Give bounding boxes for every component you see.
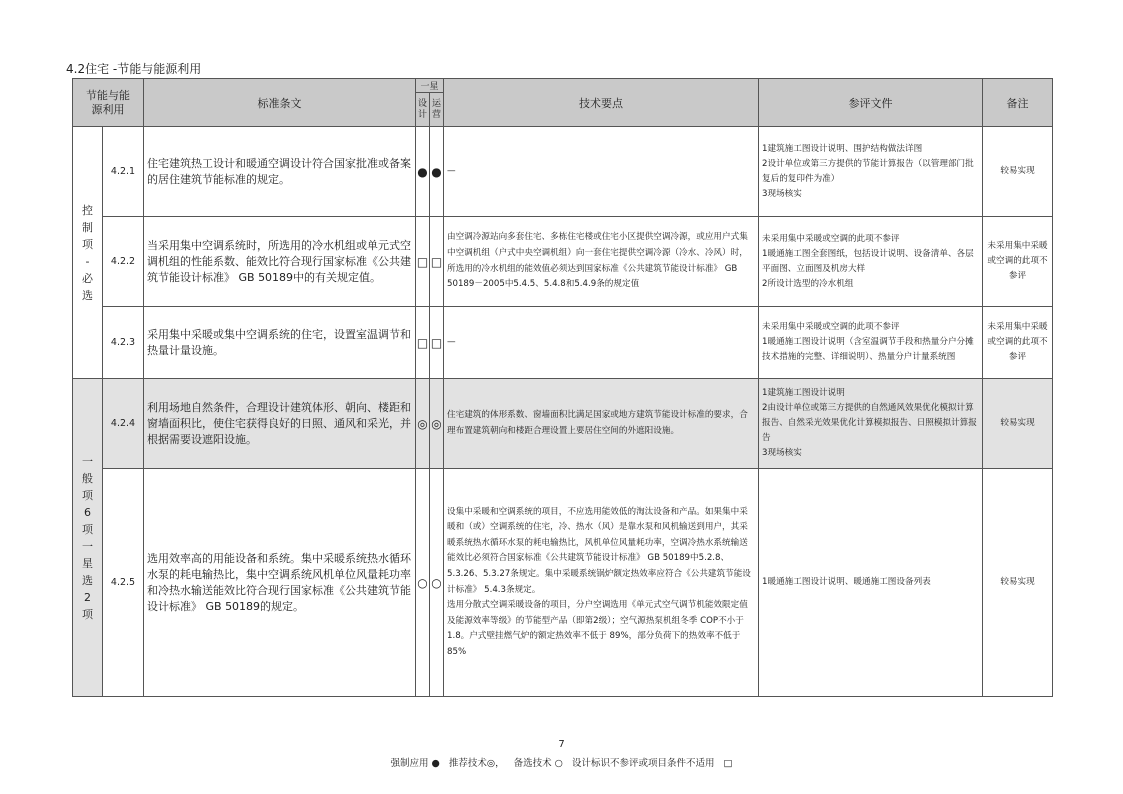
header-design: 设计: [416, 93, 430, 127]
clause-code: 4.2.5: [103, 469, 144, 697]
operation-mark: □: [430, 307, 444, 379]
legend-not-applicable: 设计标识不参评或项目条件不适用: [571, 758, 715, 769]
design-mark: □: [416, 217, 430, 307]
header-star: 一星: [416, 79, 444, 93]
tech-points: 设集中采暖和空调系统的项目，不应选用能效低的淘汰设备和产品。如果集中采暖和（或）空调系统的住宅，冷、热水（风）是靠水泵和风机输送到用户，其采暖系统热水循环水泵的耗电输热比，风机单位风量耗功率，空调冷热水系统输送能效比必须符合国家标准《公共建筑节能设计标准》 GB 50189中5.2.8、5.3.26、5.3.27条规定。集中采暖系统锅炉额定热效率应符合《公共建筑节能设计标准》 5.4.3条规定。 选用分散式空调采暖设备的项目，分户空调选用《单元式空气调节机能效限定值及能源效率等级》的节能型产品（即第2级）；空气源热泵机组冬季 COP不小于 1.8。户式壁挂燃气炉的额定热效率不低于 89%，部分负荷下的热效率不低于85%: [444, 469, 759, 697]
clause-text: 当采用集中空调系统时，所选用的冷水机组或单元式空调机组的性能系数、能效比符合现行国家标准《公共建筑节能设计标准》 GB 50189中的有关规定值。: [144, 217, 416, 307]
clause-code: 4.2.2: [103, 217, 144, 307]
design-mark: ◎: [416, 379, 430, 469]
ref-documents: 未采用集中采暖或空调的此项不参评 1暖通施工图全套图纸，包括设计说明、设备清单、各层平面图、立面图及机房大样 2所设计选型的冷水机组: [759, 217, 983, 307]
clause-text: 选用效率高的用能设备和系统。集中采暖系统热水循环水泵的耗电输热比，集中空调系统风机单位风量耗功率和冷热水输送能效比符合现行国家标准《公共建筑节能设计标准》 GB 50189的规定。: [144, 469, 416, 697]
clause-code: 4.2.3: [103, 307, 144, 379]
group-label-general: 一般项 6 项一星选 2 项: [73, 379, 103, 697]
table-row: [73, 469, 1053, 697]
clause-text: 利用场地自然条件，合理设计建筑体形、朝向、楼距和窗墙面积比，使住宅获得良好的日照、通风和采光，并根据需要设遮阳设施。: [144, 379, 416, 469]
ref-documents: 1建筑施工图设计说明 2由设计单位或第三方提供的自然通风效果优化模拟计算报告、自然采光效果优化计算模拟报告、日照模拟计算报告 3现场核实: [759, 379, 983, 469]
group-label-control: 控制项 - 必选: [73, 127, 103, 379]
operation-mark: ○: [430, 469, 444, 697]
operation-mark: ●: [430, 127, 444, 217]
tech-points: 住宅建筑的体形系数、窗墙面积比满足国家或地方建筑节能设计标准的要求，合理布置建筑朝向和楼距合理设置上要居住空间的外遮阳设施。: [444, 379, 759, 469]
table-row: [73, 217, 1053, 307]
tech-points: —: [444, 307, 759, 379]
tech-points: 由空调冷源站向多套住宅、多栋住宅楼或住宅小区提供空调冷源，或应用户式集中空调机组（户式中央空调机组）向一套住宅提供空调冷源（冷水、冷风）时，所选用的冷水机组的能效值必须达到国家标准《公共建筑节能设计标准》 GB 50189－2005中5.4.5、5.4.8和5.4.9条的规定值: [444, 217, 759, 307]
clause-code: 4.2.1: [103, 127, 144, 217]
header-tech: 技术要点: [444, 79, 759, 127]
legend-mandatory: 强制应用 ●: [390, 758, 440, 769]
legend: [0, 755, 1123, 769]
legend-box-symbol: □: [723, 758, 733, 769]
clause-text: 住宅建筑热工设计和暖通空调设计符合国家批准或备案的居住建筑节能标准的规定。: [144, 127, 416, 217]
legend-recommended: 推荐技术◎，: [448, 758, 505, 769]
note: 较易实现: [983, 469, 1053, 697]
ref-documents: 1建筑施工图设计说明、围护结构做法详图 2设计单位或第三方提供的节能计算报告（以管理部门批复后的复印件为准） 3现场核实: [759, 127, 983, 217]
header-clause: 标准条文: [144, 79, 416, 127]
ref-documents: 未采用集中采暖或空调的此项不参评 1暖通施工图设计说明（含室温调节手段和热量分户分摊技术措施的完整、详细说明）、热量分户计量系统图: [759, 307, 983, 379]
header-note: 备注: [983, 79, 1053, 127]
design-mark: ●: [416, 127, 430, 217]
clause-text: 采用集中采暖或集中空调系统的住宅，设置室温调节和热量计量设施。: [144, 307, 416, 379]
ref-documents: 1暖通施工图设计说明、暖通施工图设备列表: [759, 469, 983, 697]
note: 较易实现: [983, 127, 1053, 217]
evaluation-table: [72, 78, 1053, 697]
clause-code: 4.2.4: [103, 379, 144, 469]
table-row: [73, 127, 1053, 217]
header-refs: 参评文件: [759, 79, 983, 127]
note: 较易实现: [983, 379, 1053, 469]
legend-optional: 备选技术 ○: [513, 758, 563, 769]
section-title: 4.2住宅 -节能与能源利用: [66, 62, 202, 76]
design-mark: ○: [416, 469, 430, 697]
note: 未采用集中采暖或空调的此项不参评: [983, 217, 1053, 307]
header-row: [73, 79, 1053, 93]
tech-points: —: [444, 127, 759, 217]
design-mark: □: [416, 307, 430, 379]
header-operation: 运营: [430, 93, 444, 127]
table-row: [73, 307, 1053, 379]
page-number: 7: [558, 739, 565, 750]
header-category: 节能与能源利用: [73, 79, 144, 127]
operation-mark: ◎: [430, 379, 444, 469]
table-row: [73, 379, 1053, 469]
note: 未采用集中采暖或空调的此项不参评: [983, 307, 1053, 379]
operation-mark: □: [430, 217, 444, 307]
